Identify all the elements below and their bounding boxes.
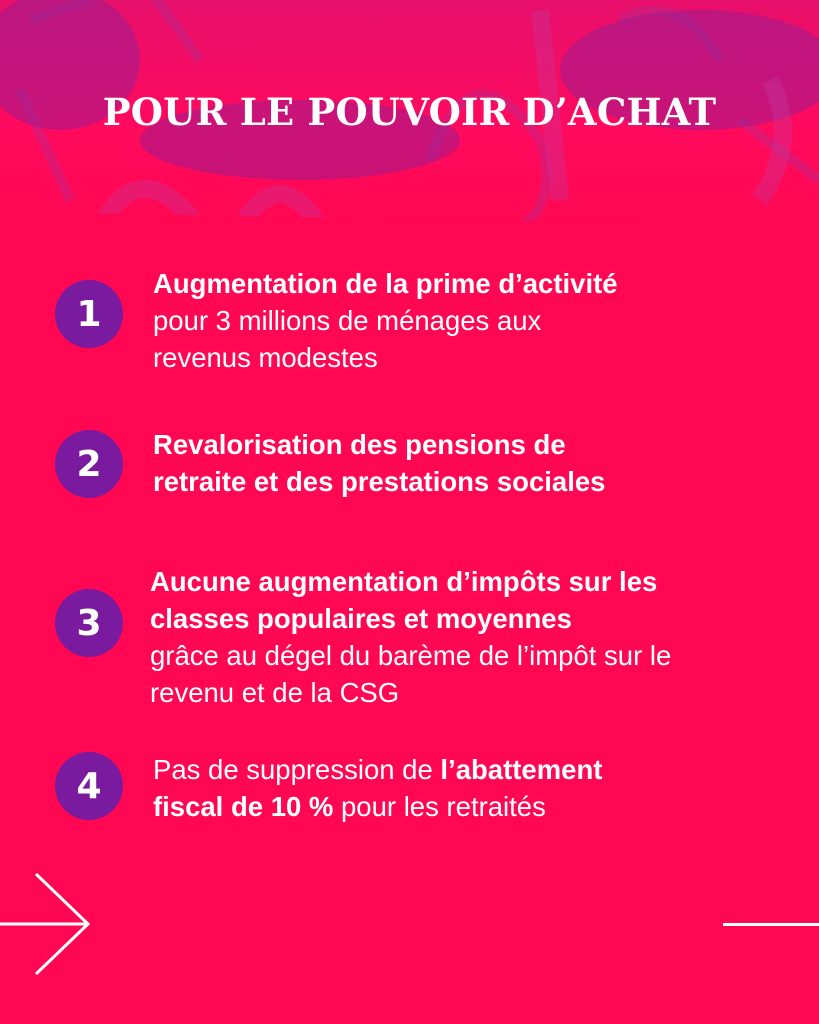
item-2-bold-line-1: Revalorisation des pensions de (153, 429, 566, 460)
item-4-line-1-bold: l’abattement (440, 754, 603, 785)
item-2-bold-line-2: retraite et des prestations sociales (153, 466, 606, 497)
item-1-regular-line-2: revenus modestes (153, 342, 378, 373)
number-badge-4: 4 (55, 752, 123, 820)
header-banner (0, 0, 819, 228)
page-title: POUR LE POUVOIR D’ACHAT (102, 90, 717, 134)
item-1-text (153, 265, 793, 376)
number-badge-2: 2 (55, 430, 123, 498)
decorative-dash (723, 923, 819, 926)
item-4-line-1 (153, 751, 793, 788)
item-3-regular-line-1: grâce au dégel du barème de l’impôt sur le (150, 640, 672, 671)
item-3-text (150, 563, 790, 711)
item-1-regular-line-1: pour 3 millions de ménages aux (153, 305, 542, 336)
item-3-bold-line-1: Aucune augmentation d’impôts sur les (150, 566, 658, 597)
item-3-bold-line-2: classes populaires et moyennes (150, 603, 572, 634)
item-4-line-2-regular: pour les retraités (333, 791, 546, 822)
item-4-line-2 (153, 788, 793, 825)
item-1-bold-line-1: Augmentation de la prime d’activité (153, 268, 618, 299)
item-4-text (153, 751, 793, 825)
item-4-line-1-regular: Pas de suppression de (153, 754, 441, 785)
number-badge-3: 3 (55, 589, 123, 657)
item-4-line-2-bold: fiscal de 10 % (153, 791, 334, 822)
number-badge-1: 1 (55, 280, 123, 348)
item-3-regular-line-2: revenu et de la CSG (150, 677, 400, 708)
item-2-text (153, 426, 793, 500)
next-arrow-icon[interactable] (0, 870, 100, 980)
